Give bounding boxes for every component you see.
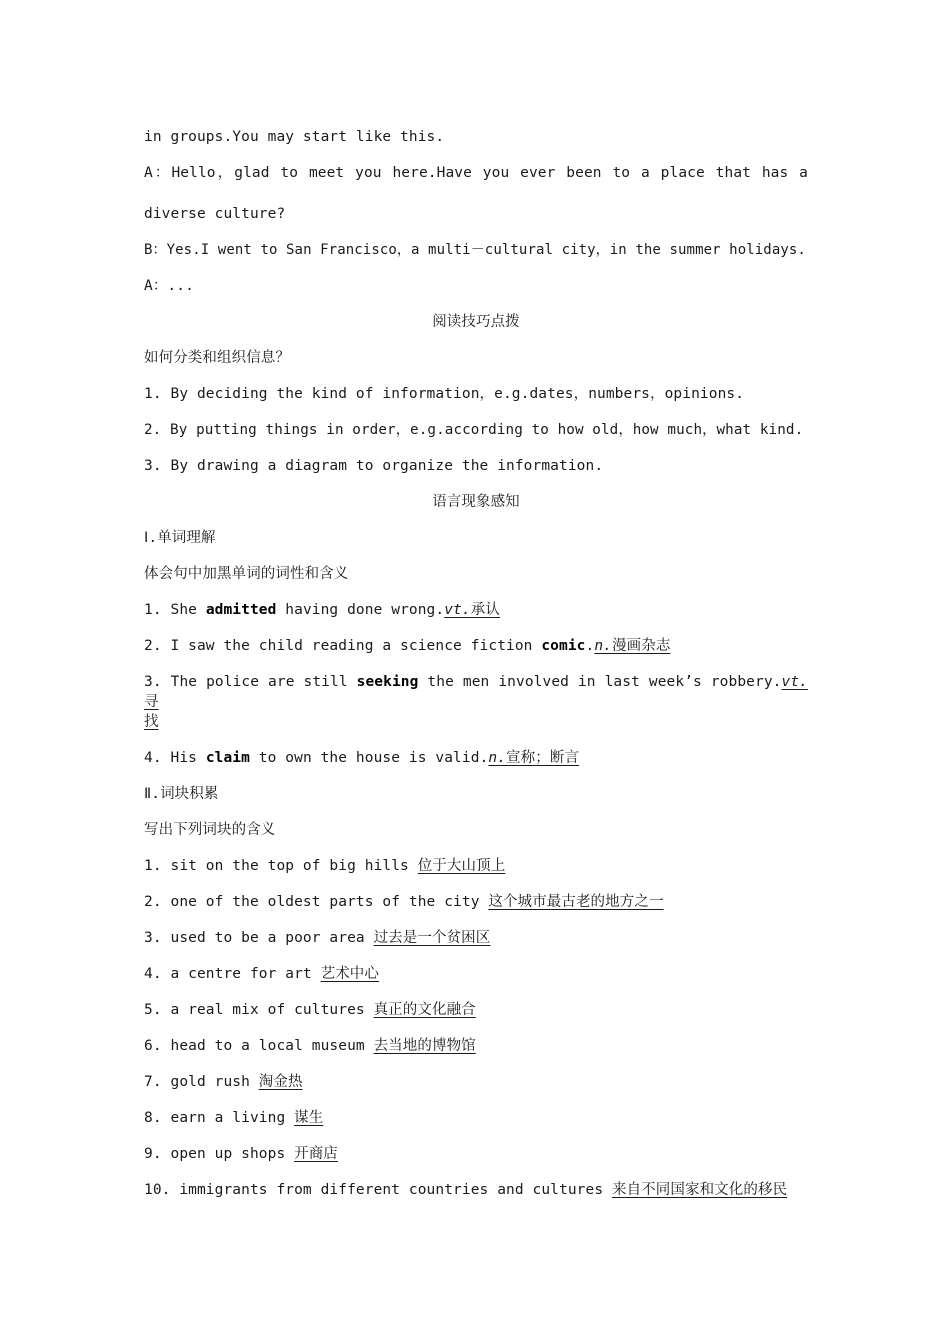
- phrase-item: 10. immigrants from different countries and cultures 来自不同国家和文化的移民: [144, 1182, 788, 1198]
- answer: 这个城市最古老的地方之一: [488, 894, 664, 910]
- reading-skill-item: 2. By putting things in order，e.g.according to how old，how much，what kind.: [144, 422, 804, 438]
- answer: 来自不同国家和文化的移民: [611, 1182, 788, 1198]
- language-heading: 语言现象感知: [432, 494, 520, 510]
- phrase-item: 7. gold rush 淘金热: [144, 1074, 303, 1090]
- reading-skill-item: 3. By drawing a diagram to organize the information.: [144, 458, 604, 474]
- section-instruction: 体会句中加黑单词的词性和含义: [144, 566, 349, 582]
- vocab-item: 2. I saw the child reading a science fiction comic.n.漫画杂志: [144, 638, 671, 654]
- section-title-phrases: Ⅱ.词块积累: [144, 786, 219, 802]
- phrase-item: 2. one of the oldest parts of the city 这个城市最古老的地方之一: [144, 894, 664, 910]
- answer: 开商店: [294, 1146, 338, 1162]
- answer: n.宣称；断言: [488, 750, 580, 766]
- bold-word: admitted: [205, 602, 277, 618]
- vocab-item-cont: [144, 712, 808, 732]
- vocab-item: 1. She admitted having done wrong.vt.承认: [144, 602, 500, 618]
- reading-skill-item: 1. By deciding the kind of information，e.g.dates，numbers，opinions.: [144, 386, 745, 402]
- phrase-item: 3. used to be a poor area 过去是一个贫困区: [144, 930, 491, 946]
- bold-word: comic: [541, 638, 586, 654]
- phrase-item: 5. a real mix of cultures 真正的文化融合: [144, 1002, 476, 1018]
- phrase-item: 4. a centre for art 艺术中心: [144, 966, 380, 982]
- dialogue-a-line-cont: diverse culture?: [144, 206, 286, 222]
- phrase-item: 6. head to a local museum 去当地的博物馆: [144, 1038, 476, 1054]
- bold-word: claim: [205, 750, 250, 766]
- answer: vt.承认: [444, 602, 500, 618]
- reading-skills-heading: 阅读技巧点拨: [432, 314, 520, 330]
- reading-skills-question: 如何分类和组织信息？: [144, 350, 290, 366]
- answer: 找: [144, 714, 159, 730]
- answer: 位于大山顶上: [417, 858, 506, 874]
- dialogue-a-line: A：Hello，glad to meet you here.Have you ever been to a place that has a: [144, 165, 808, 181]
- bold-word: seeking: [356, 674, 419, 690]
- answer: 谋生: [294, 1110, 324, 1126]
- phrase-item: 8. earn a living 谋生: [144, 1110, 324, 1126]
- answer: 淘金热: [258, 1074, 303, 1090]
- answer: n.漫画杂志: [594, 638, 671, 654]
- intro-line: in groups.You may start like this.: [144, 129, 445, 145]
- vocab-item: 4. His claim to own the house is valid.n.宣称；断言: [144, 750, 580, 766]
- section-instruction: 写出下列词块的含义: [144, 822, 276, 838]
- dialogue-a-continue: A：...: [144, 278, 194, 294]
- dialogue-b-line: B：Yes.I went to San Francisco，a multi－cultural city，in the summer holidays.: [144, 242, 806, 258]
- section-title-vocabulary: Ⅰ.单词理解: [144, 530, 216, 546]
- phrase-item: 9. open up shops 开商店: [144, 1146, 338, 1162]
- answer: 去当地的博物馆: [373, 1038, 476, 1054]
- answer: 过去是一个贫困区: [373, 930, 491, 946]
- answer: 艺术中心: [320, 966, 380, 982]
- phrase-item: 1. sit on the top of big hills 位于大山顶上: [144, 858, 506, 874]
- answer: vt.寻: [144, 674, 808, 710]
- answer: 真正的文化融合: [373, 1002, 476, 1018]
- vocab-item: 3. The police are still seeking the men involved in last week’s robbery.vt.寻: [144, 674, 808, 710]
